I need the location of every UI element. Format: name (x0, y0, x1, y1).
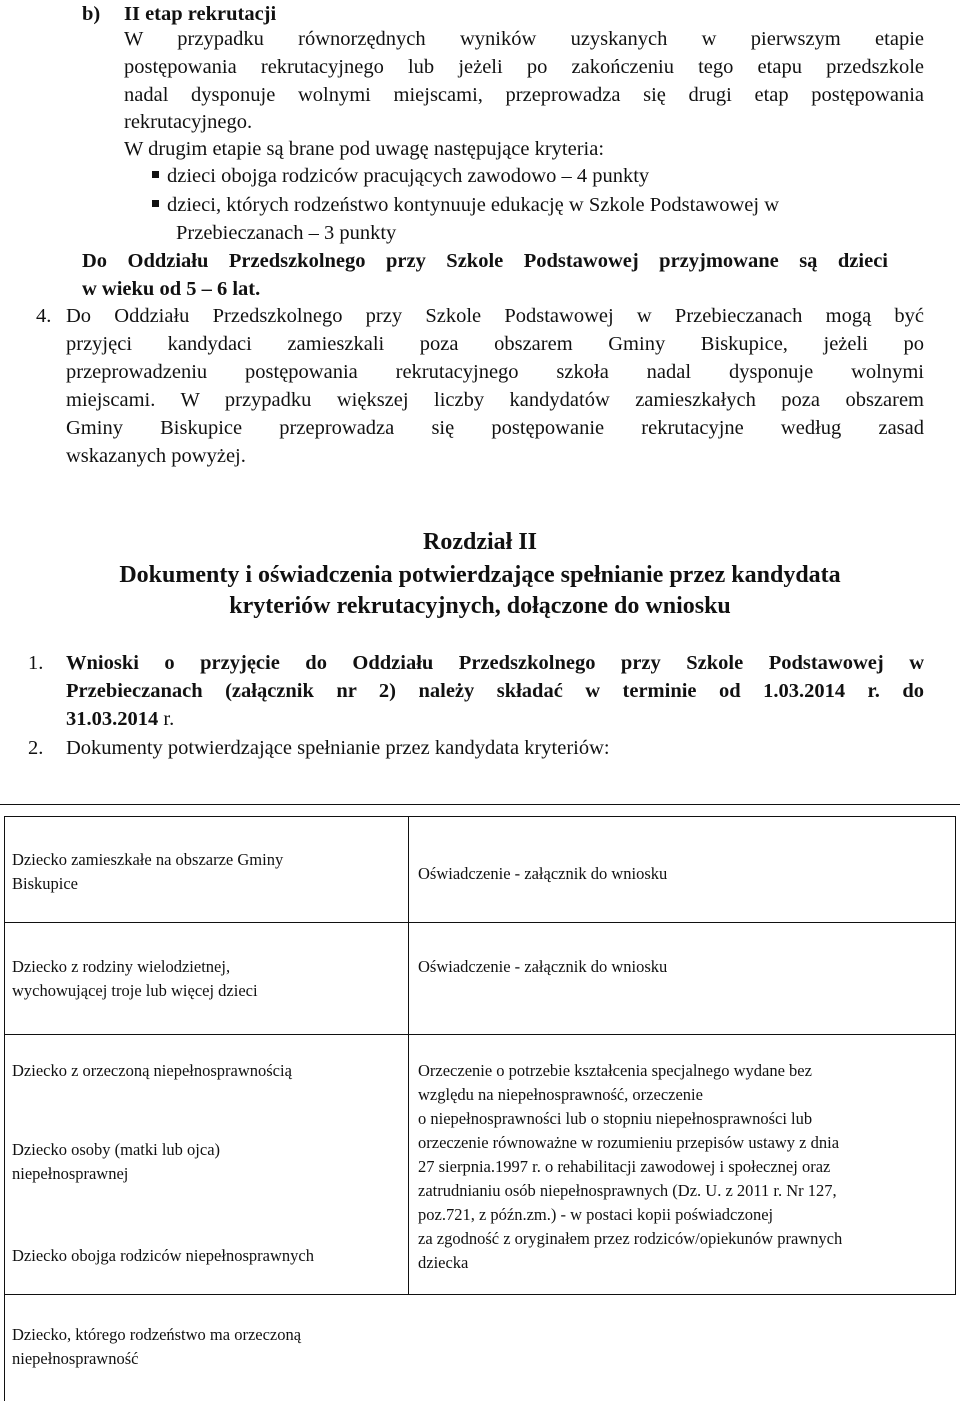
table-border (0, 804, 960, 805)
table-cell-document: Oświadczenie - załącznik do wniosku (418, 957, 668, 976)
age-note-line: Do Oddziału Przedszkolnego przy Szkole Podstawowej przyjmowane są dzieci (82, 250, 888, 272)
point-line: wskazanych powyżej. (66, 445, 246, 467)
table-border (4, 816, 5, 1401)
section-paragraph-line: rekrutacyjnego. (124, 111, 253, 133)
table-cell-document: Oświadczenie - załącznik do wniosku (418, 864, 668, 883)
list-item-line: Wnioski o przyjęcie do Oddziału Przedszkolnego przy Szkole Podstawowej w (66, 652, 924, 674)
section-paragraph-line: nadal dysponuje wolnymi miejscami, przeprowadza się drugi etap postępowania (124, 84, 924, 106)
table-border (4, 1294, 956, 1295)
chapter-subtitle-line: Dokumenty i oświadczenia potwierdzające spełnianie przez kandydata (119, 562, 841, 588)
point-number: 4. (36, 305, 52, 327)
chapter-subtitle-line: kryteriów rekrutacyjnych, dołączone do wniosku (229, 593, 731, 619)
table-cell-criterion: Dziecko z orzeczoną niepełnosprawnością (12, 1061, 292, 1080)
point-line: przeprowadzeniu postępowania rekrutacyjnego szkoła nadal dysponuje wolnymi (66, 361, 924, 383)
bullet-square-icon (152, 200, 159, 207)
list-item-line: Przebieczanach (załącznik nr 2) należy składać w terminie od 1.03.2014 r. do (66, 680, 924, 702)
table-cell-criterion: Dziecko obojga rodziców niepełnosprawnych (12, 1246, 314, 1265)
table-cell-criterion: Dziecko zamieszkałe na obszarze Gminy Biskupice (12, 850, 284, 893)
table-border (4, 922, 956, 923)
table-border (4, 816, 956, 817)
point-line: Do Oddziału Przedszkolnego przy Szkole Podstawowej w Przebieczanach mogą być (66, 305, 924, 327)
table-border (4, 1034, 956, 1035)
point-line: miejscami. W przypadku większej liczby kandydatów zamieszkałych poza obszarem (66, 389, 924, 411)
section-paragraph-line: W przypadku równorzędnych wyników uzyskanych w pierwszym etapie (124, 28, 924, 50)
table-cell-criterion: Dziecko, którego rodzeństwo ma orzeczoną niepełnosprawność (12, 1325, 302, 1368)
list-item-line: 31.03.2014 r. (66, 708, 175, 730)
point-line: Gminy Biskupice przeprowadza się postępowanie rekrutacyjne według zasad (66, 417, 924, 439)
age-note-line: w wieku od 5 – 6 lat. (82, 278, 261, 300)
criteria-intro: W drugim etapie są brane pod uwagę następujące kryteria: (124, 138, 605, 160)
table-cell-document: Orzeczenie o potrzebie kształcenia specjalnego wydane bez względu na niepełnosprawność, orzeczenie o niepełnosprawności lub o stopniu niepełnosprawności lub orzeczenie równoważne w rozumieniu przepisów ustawy z dnia 27 sierpnia.1997 r. o rehabilitacji zawodowej i społecznej oraz zatrudnianiu osób niepełnosprawnych (Dz. U. z 2011 r. Nr 127, poz.721, z późn.zm.) - w postaci kopii poświadczonej za zgodność z oryginałem przez rodziców/opiekunów prawnych dziecka (418, 1061, 843, 1272)
section-marker: b) (82, 3, 101, 25)
list-number: 2. (28, 737, 44, 759)
list-item-line: Dokumenty potwierdzające spełnianie przez kandydata kryteriów: (66, 737, 610, 759)
bullet-square-icon (152, 171, 159, 178)
list-number: 1. (28, 652, 44, 674)
table-cell-criterion: Dziecko z rodziny wielodzietnej, wychowującej troje lub więcej dzieci (12, 957, 258, 1000)
point-line: przyjęci kandydaci zamieszkali poza obszarem Gminy Biskupice, jeżeli po (66, 333, 924, 355)
table-border (408, 816, 409, 1294)
table-cell-criterion: Dziecko osoby (matki lub ojca) niepełnosprawnej (12, 1140, 221, 1183)
criteria-item: dzieci, których rodzeństwo kontynuuje edukację w Szkole Podstawowej w (152, 191, 779, 219)
section-paragraph-line: postępowania rekrutacyjnego lub jeżeli po zakończeniu tego etapu przedszkole (124, 56, 924, 78)
criteria-item: dzieci obojga rodziców pracujących zawodowo – 4 punkty (152, 162, 649, 190)
chapter-title: Rozdział II (423, 529, 537, 555)
criteria-item-continuation: Przebieczanach – 3 punkty (176, 222, 397, 244)
table-border (955, 816, 956, 1294)
section-title: II etap rekrutacji (124, 3, 277, 25)
